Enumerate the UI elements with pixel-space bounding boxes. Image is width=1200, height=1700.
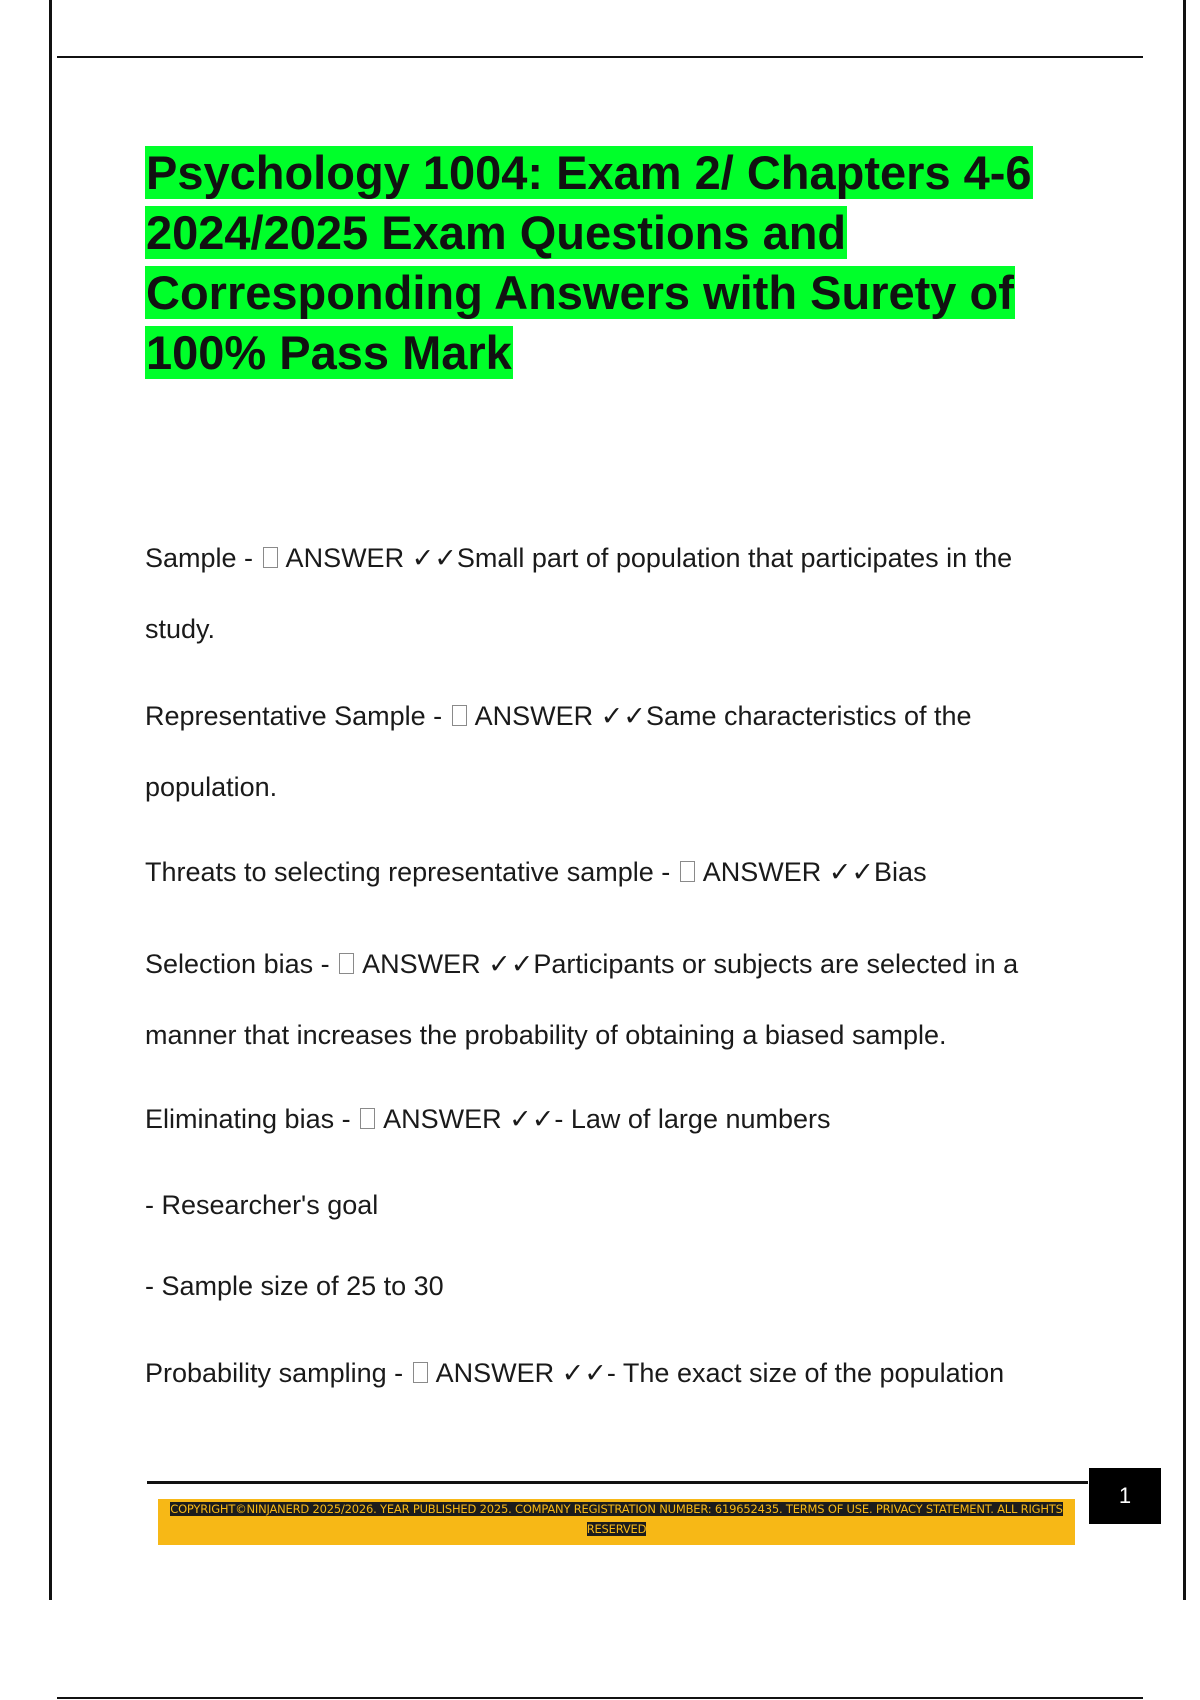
- entry-answer: Bias: [874, 857, 927, 887]
- qa-entry-selection-bias: [145, 929, 1085, 1071]
- entry-separator: -: [236, 543, 261, 573]
- empty-box-icon: [360, 1108, 375, 1129]
- page-number-badge: [1089, 1468, 1161, 1524]
- entry-continuation-text: - Researcher's goal: [145, 1190, 379, 1220]
- copyright-band: [158, 1499, 1075, 1545]
- entry-answer-label: ANSWER ✓✓: [429, 1358, 607, 1388]
- qa-entry-threats: [145, 837, 1085, 908]
- next-page-header-rule: [57, 1697, 1143, 1699]
- qa-entry-probability-sampling: [145, 1338, 1085, 1409]
- qa-entry-sample: [145, 523, 1085, 665]
- document-title: [145, 143, 1085, 383]
- entry-separator: -: [334, 1104, 359, 1134]
- qa-entry-eliminating-bias: [145, 1084, 1085, 1155]
- empty-box-icon: [413, 1362, 428, 1383]
- copyright-notice: COPYRIGHT©NINJANERD 2025/2026. YEAR PUBLISHED 2025. COMPANY REGISTRATION NUMBER: 619652435. TERMS OF USE. PRIVACY STATEMENT. ALL RIGHTS RESERVED: [170, 1502, 1063, 1536]
- empty-box-icon: [263, 547, 278, 568]
- page-number: 1: [1118, 1483, 1132, 1508]
- entry-separator: -: [313, 949, 338, 979]
- qa-entry-representative-sample: [145, 681, 1085, 823]
- entry-term: Threats to selecting representative sample: [145, 857, 654, 887]
- entry-answer-label: ANSWER ✓✓: [468, 701, 646, 731]
- page-right-border: [1183, 0, 1186, 1600]
- entry-term: Selection bias: [145, 949, 314, 979]
- entry-answer: - The exact size of the population: [606, 1358, 1005, 1388]
- qa-entry-continuation: [145, 1251, 1085, 1322]
- empty-box-icon: [339, 953, 354, 974]
- entry-answer: Small part of population that participates in the study.: [145, 543, 1013, 644]
- header-rule: [57, 56, 1143, 58]
- entry-separator: -: [425, 701, 450, 731]
- entry-term: Eliminating bias: [145, 1104, 335, 1134]
- entry-answer-label: ANSWER ✓✓: [377, 1104, 555, 1134]
- entry-term: Sample: [145, 543, 237, 573]
- entry-separator: -: [386, 1358, 411, 1388]
- entry-term: Representative Sample: [145, 701, 426, 731]
- empty-box-icon: [452, 705, 467, 726]
- page-left-border: [49, 0, 52, 1600]
- entry-answer-label: ANSWER ✓✓: [696, 857, 875, 887]
- empty-box-icon: [680, 861, 695, 882]
- footer-rule: [147, 1481, 1088, 1484]
- entry-answer: Same characteristics of the population.: [145, 701, 972, 802]
- entry-answer: - Law of large numbers: [554, 1104, 831, 1134]
- entry-answer-label: ANSWER ✓✓: [356, 949, 534, 979]
- qa-entry-continuation: [145, 1170, 1085, 1241]
- entry-term: Probability sampling: [145, 1358, 387, 1388]
- document-title-text: Psychology 1004: Exam 2/ Chapters 4-6 2024/2025 Exam Questions and Corresponding Answers with Surety of 100% Pass Mark: [146, 146, 1032, 379]
- entry-answer-label: ANSWER ✓✓: [279, 543, 457, 573]
- entry-separator: -: [653, 857, 678, 887]
- entry-continuation-text: - Sample size of 25 to 30: [145, 1271, 444, 1301]
- entry-answer: Participants or subjects are selected in a manner that increases the probability of obtaining a biased sample.: [145, 949, 1019, 1050]
